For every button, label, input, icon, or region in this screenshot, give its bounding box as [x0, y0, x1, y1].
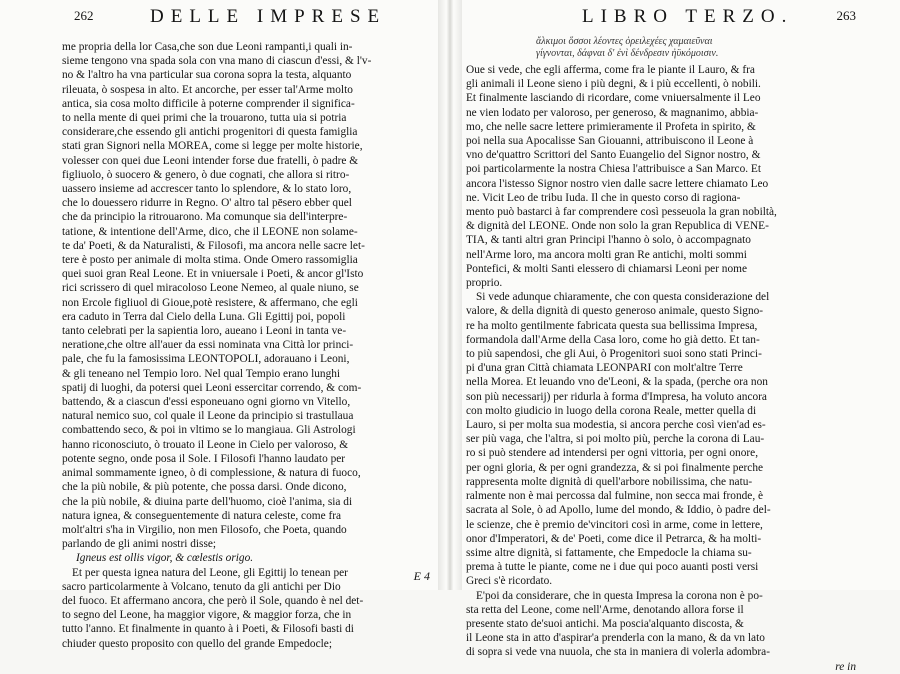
text-line: presente stato de'suoi antichi. Ma poscia'alquanto discosta, &: [466, 617, 744, 630]
text-line: ne vien lodato per valoroso, per generoso, & magnanimo, abbia-: [466, 106, 759, 119]
text-line: son più necessarij) per ridurla à forma d'Impresa, ha voluto ancora: [466, 390, 767, 403]
text-line: il Leone sta in atto d'aspirar'a prenderla con la mano, & da vn lato: [466, 632, 765, 645]
text-line: che la più nobile, & diuina parte dell'huomo, cioè l'anima, sia di: [62, 495, 353, 508]
text-line: to più sapendosi, che gli Aui, ò Progenitori suoi sono stati Princi-: [466, 348, 762, 361]
text-line: & dignità del LEONE. Onde non solo la gran Republica di VENE-: [466, 220, 769, 233]
text-line: te da' Poeti, & da Naturalisti, & Filosofi, ma ancora nelle sacre let-: [62, 239, 365, 252]
text-line: ser più vaga, che l'altra, si poi molto più, perche la corona di Lau-: [466, 433, 765, 446]
text-line: ralmente non è mai percossa dal fulmine, non secca mai fronde, è: [466, 490, 764, 503]
text-line: ro si può stendere ad intendersi per ogni vittoria, per ogni onore,: [466, 447, 759, 460]
text-line: nell'Arme loro, ma ancora molti gran Re antichi, molti sommi: [466, 248, 747, 261]
text-line: quei suoi gran Real Leone. Et in vniuersale i Poeti, & ancor gl'Isto: [62, 268, 364, 281]
text-line: che lo douessero ridurre in Regno. O' altro tal pēsero ebber quel: [62, 197, 352, 210]
left-page-header: [62, 0, 436, 40]
text-line: volesser con quei due Leoni intender forse due fratelli, ò padre &: [62, 154, 359, 167]
text-line: me propria della lor Casa,che son due Leoni rampanti,i quali in-: [62, 41, 353, 53]
text-line: rappresenta molte dignità di quell'arbore nobilissima, che natu-: [466, 475, 753, 488]
text-line: natura ignea, & conseguentemente di natura celeste, come fra: [62, 509, 342, 522]
text-line: stati gran Signori nella MOREA, come si legge per molte historie,: [62, 140, 363, 153]
text-line: figliuolo, ò suocero & genero, ò due cognati, che allora si ritro-: [62, 168, 350, 181]
text-line: non Ercole figliuol di Gioue,potè resistere, & affermano, che egli: [62, 296, 358, 309]
text-line: ne. Vicit Leo de tribu Iuda. Il che in questo corso di ragiona-: [466, 191, 741, 204]
text-line: che da principio la ritrouarono. Ma comunque sia dell'interpre-: [62, 211, 348, 224]
text-line: pi d'una gran Città chiamata LEONPARI con molt'altre Terre: [466, 362, 743, 375]
text-line: hanno riconosciuto, ò trouato il Leone in Cielo per valoroso, &: [62, 438, 349, 451]
right-page-number: 263: [836, 8, 856, 23]
text-line: gli animali il Leone sieno i più degni, & i più eccellenti, ò nobili.: [466, 78, 761, 91]
text-line: E'poi da considerare, che in questa Impresa la corona non è po-: [476, 589, 763, 602]
text-line: le scienze, che è premio de'vincitori così in arme, come in lettere,: [466, 518, 763, 531]
text-line: che la più nobile, & più potente, che possa darsi. Onde dicono,: [62, 481, 347, 494]
text-line: Igneus est ollis vigor, & cœlestis origo.: [76, 552, 254, 565]
text-line: to segno del Leone, ha maggior vigore, & maggior forza, che in: [62, 609, 352, 622]
text-line: Si vede adunque chiaramente, che con questa considerazione del: [476, 291, 770, 304]
left-page: [62, 0, 436, 650]
text-line: Et per questa ignea natura del Leone, gli Egittij lo tenean per: [72, 566, 348, 579]
text-line: nella Morea. Et leuando vno de'Leoni, & la spada, (perche ora non: [466, 376, 768, 389]
right-page-body: [466, 63, 856, 660]
text-line: di sopra si vede vna nuuola, che sta in maniera di volerla adombra-: [466, 646, 770, 659]
text-line: sacro particolarmente à Volcano, tenuto da gli antichi per Dio: [62, 580, 341, 593]
text-line: proprio.: [466, 277, 503, 290]
text-line: battendo, & a ciascun d'essi esponeuano ogni giorno vn Vitello,: [62, 396, 351, 409]
text-line: tere è posto per animale di molta stima. Onde Omero rassomiglia: [62, 254, 358, 267]
text-line: formandola dall'Arme della Casa loro, come ho già detto. Et tan-: [466, 333, 760, 346]
text-line: sta retta del Leone, come nell'Arme, denotando allora forse il: [466, 603, 744, 616]
text-line: prema à tutte le piante, come ne i due qui poco auanti posti versi: [466, 561, 759, 574]
text-line: re ha molto gentilmente fabricata questa sua bellissima Impresa,: [466, 319, 758, 332]
text-line: no & l'altro ha vna particular sua corona sopra la testa, alquanto: [62, 69, 352, 82]
text-line: poi particolarmente la nostra Chiesa l'attribuisce a San Marco. Et: [466, 163, 761, 176]
text-line: con molto giudicio in luogo della corona Reale, metter quella di: [466, 404, 757, 417]
text-line: potente segno, onde posa il Sole. I Filosofi l'hanno laudato per: [62, 452, 346, 465]
text-line: Oue si vede, che egli afferma, come fra le piante il Lauro, & fra: [466, 64, 755, 76]
text-line: considerare,che essendo gli antichi progenitori di questa famiglia: [62, 126, 358, 139]
text-line: rici scrissero di quel miracoloso Leone Nemeo, al quale niuno, se: [62, 282, 359, 295]
text-line: molt'altri s'ha in Virgilio, non men Filosofo, che Poeta, quando: [62, 523, 347, 536]
text-line: & gli teneano nel Tempio loro. Nel qual Tempio erano lunghi: [62, 367, 341, 380]
text-line: vno de'quattro Scrittori del Santo Euangelio del Signor nostro, &: [466, 149, 761, 162]
text-line: mento può bastarci à far comprendere così pesseuola la gran nobiltà,: [466, 206, 777, 219]
right-page: [466, 0, 856, 673]
text-line: sacrata al Sole, ò ad Apollo, lume del mondo, & Iddio, ò padre del-: [466, 504, 771, 517]
text-line: ancora l'istesso Signor nostro vien dalle sacre lettere chiamato Leo: [466, 177, 769, 190]
text-line: animal sommamente igneo, ò di complessione, & natura di fuoco,: [62, 467, 361, 480]
left-running-head: DELLE IMPRESE: [150, 6, 387, 27]
greek-verse-line: ἄλκιμοι ὅσσοι λέοντες ὀρειλεχέες χαμαιεῦναι: [536, 36, 713, 47]
text-line: del fuoco. Et affermano ancora, che però il Sole, quando è nel det-: [62, 594, 364, 607]
text-line: rileuata, ò sospesa in alto. Et ancorche, per esser tal'Arme molto: [62, 83, 353, 96]
text-line: Pontefici, & molti Santi elessero di chiamarsi Leoni per nome: [466, 262, 748, 275]
text-line: antica, sia cosa molto difficile à poterne comprender il significa-: [62, 97, 355, 110]
greek-verse-line: γίγνονται, δάφναι δ' ἐνὶ δένδρεσιν ἠϋκόμοισιν.: [536, 47, 719, 59]
text-line: era caduto in Terra dal Cielo della Luna. Gli Egittij poi, popoli: [62, 310, 346, 323]
text-line: to nella mente di quei primi che la trouarono, tutta uia si potria: [62, 112, 347, 125]
text-line: combattendo seco, & poi in vltimo se lo mangiaua. Gli Astrologi: [62, 424, 356, 437]
text-line: pale, che fu la famosissima LEONTOPOLI, adorauano i Leoni,: [62, 353, 350, 366]
text-line: mo, che nelle sacre lettere primieramente il Profeta in spirito, &: [466, 120, 756, 133]
left-page-body: [62, 40, 436, 651]
signature-mark: E 4: [413, 569, 430, 583]
right-page-header: [466, 0, 856, 40]
text-line: Et finalmente lasciando di ricordare, come vniuersalmente il Leo: [466, 92, 761, 105]
text-line: chiuder questo proposito con quello del grande Empedocle;: [62, 637, 332, 650]
text-line: uassero insieme ad accrescer tanto lo splendore, & lo stato loro,: [62, 183, 352, 196]
catchword: re in: [835, 660, 856, 673]
text-line: onor d'Imperatori, & de' Poeti, come dice il Petrarca, & ha molti-: [466, 532, 762, 545]
text-line: spatij di luoghi, da potersi quei Leoni essercitar correndo, & com-: [62, 381, 362, 394]
text-line: neratione,che oltre all'auer da essi nominata vna Città lor princi-: [62, 339, 354, 352]
text-line: sieme tengono vna spada sola con vna mano di ciascun d'essi, & l'v-: [62, 55, 372, 68]
text-line: tatione, & intentione dell'Arme, dico, che il LEONE non solame-: [62, 225, 358, 238]
text-line: TIA, & tanti altri gran Principi l'hanno ò solo, ò accompagnato: [466, 234, 751, 247]
text-line: per ogni gloria, & per ogni grandezza, & si poi finalmente perche: [466, 461, 764, 474]
text-line: ssime altre dignità, si fattamente, che Empedocle la chiama su-: [466, 546, 752, 559]
right-running-head: LIBRO TERZO.: [582, 6, 794, 27]
left-page-number: 262: [74, 8, 94, 23]
text-line: Lauro, si per molta sua modestia, si ancora perche così vien'ad es-: [466, 419, 766, 432]
text-line: valore, & della dignità di questo generoso animale, questo Signo-: [466, 305, 764, 318]
text-line: poi nella sua Apocalisse San Giouanni, attribuiscono il Leone à: [466, 135, 754, 148]
text-line: natural nemico suo, col quale il Leone da principio si trastullaua: [62, 410, 354, 423]
text-line: parlando de gli animi nostri disse;: [62, 538, 217, 551]
text-line: Greci s'è ricordato.: [466, 575, 553, 588]
book-gutter: [438, 0, 462, 590]
text-line: tutto l'anno. Et finalmente in quanto à i Poeti, & Filosofi basti di: [62, 623, 354, 636]
text-line: tanto celebrati per la sapientia loro, aueano i Leoni in tanta ve-: [62, 325, 347, 338]
